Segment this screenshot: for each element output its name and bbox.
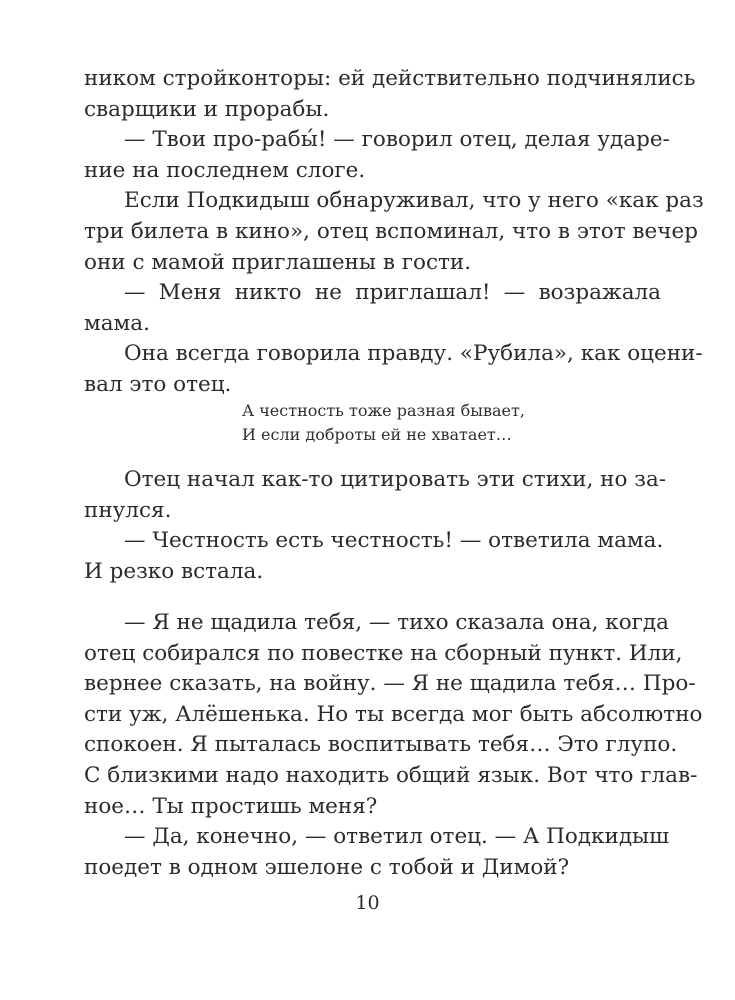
text-line: ником стройконторы: ей действительно подчинялись <box>84 66 696 91</box>
text-line: вернее сказать, на войну. — Я не щадила тебя… Про- <box>84 671 696 697</box>
text-block-2 <box>84 465 667 587</box>
text-block-1 <box>84 64 704 401</box>
text-line: — Я не щадила тебя, — тихо сказала она, когда <box>124 610 669 635</box>
text-line: С близкими надо находить общий язык. Вот что глав- <box>84 762 698 788</box>
text-line: Если Подкидыш обнаруживал, что у него «как раз <box>124 188 704 214</box>
text-line: они с мамой приглашены в гости. <box>84 249 472 275</box>
text-line: Она всегда говорила правду. «Рубила», как оцени- <box>124 341 703 367</box>
poem-epigraph <box>242 399 525 447</box>
text-line: — Честность есть честность! — ответила мама. <box>124 528 664 554</box>
text-line: вал это отец. <box>84 371 232 397</box>
text-line: отец собирался по повестке на сборный пункт. Или, <box>84 640 683 666</box>
text-line: сти уж, Алёшенька. Но ты всегда мог быть абсолютно <box>84 701 703 727</box>
text-line: И резко встала. <box>84 558 264 584</box>
text-line: Отец начал как-то цитировать эти стихи, но за- <box>124 467 667 492</box>
text-line: — Да, конечно, — ответил отец. — А Подкидыш <box>124 824 670 850</box>
poem-line: А честность тоже разная бывает, <box>242 401 525 420</box>
text-block-3 <box>84 608 703 883</box>
text-line: поедет в одном эшелоне с тобой и Димой? <box>84 854 570 880</box>
text-line: сварщики и прорабы. <box>84 96 330 122</box>
page-number: 10 <box>355 892 380 914</box>
text-line: пнулся. <box>84 497 172 523</box>
text-line: — Твои про-рабы́! — говорил отец, делая ударе- <box>124 127 670 153</box>
poem-line: И если доброты ей не хватает… <box>242 425 512 444</box>
text-line: ние на последнем слоге. <box>84 157 366 183</box>
text-line: спокоен. Я пыталась воспитывать тебя… Это глупо. <box>84 732 678 758</box>
text-line: — Меня никто не приглашал! — возражала <box>124 280 661 306</box>
text-line: ное… Ты простишь меня? <box>84 793 378 819</box>
text-line: три билета в кино», отец вспоминал, что в этот вечер <box>84 218 698 244</box>
text-line: мама. <box>84 310 150 336</box>
